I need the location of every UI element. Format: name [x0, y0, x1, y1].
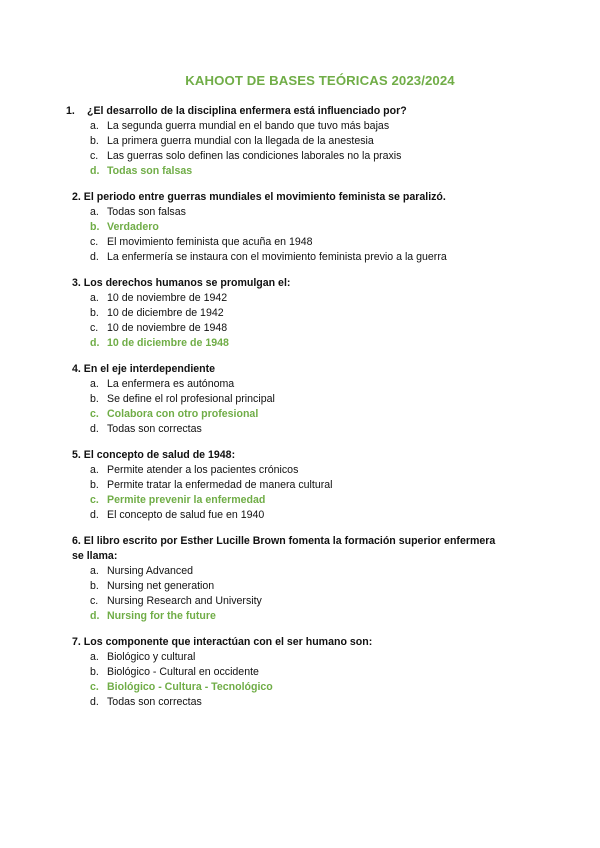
option-a — [0, 291, 600, 306]
question-number: 1. — [66, 105, 75, 117]
option-b — [0, 579, 600, 594]
question-6 — [0, 534, 600, 624]
option-letter: b. — [90, 580, 99, 592]
option-letter: a. — [90, 378, 99, 390]
question-stem — [0, 448, 600, 463]
question-text: El libro escrito por Esther Lucille Brown fomenta la formación superior enfermera se llama: — [72, 535, 496, 562]
option-text: Todas son falsas — [107, 206, 186, 218]
option-letter: c. — [90, 236, 99, 248]
option-letter: c. — [90, 150, 99, 162]
option-list — [0, 564, 600, 624]
option-letter: d. — [90, 610, 100, 622]
option-letter: d. — [90, 165, 100, 177]
option-letter: d. — [90, 696, 99, 708]
option-text: Todas son correctas — [107, 423, 202, 435]
option-text: Se define el rol profesional principal — [107, 393, 275, 405]
option-text: 10 de noviembre de 1942 — [107, 292, 228, 304]
option-text: Biológico - Cultural en occidente — [107, 666, 259, 678]
option-letter: b. — [90, 307, 99, 319]
option-text: Nursing Research and University — [107, 595, 262, 607]
question-text: Los derechos humanos se promulgan el: — [83, 277, 291, 289]
option-c-correct — [0, 680, 600, 695]
question-stem — [0, 635, 600, 650]
question-2 — [0, 190, 600, 265]
option-list — [0, 650, 600, 710]
question-list — [0, 104, 600, 721]
question-text: En el eje interdependiente — [83, 363, 216, 375]
option-d-correct — [0, 336, 600, 351]
option-d — [0, 422, 600, 437]
option-a — [0, 463, 600, 478]
option-letter: a. — [90, 565, 99, 577]
question-4 — [0, 362, 600, 437]
option-a — [0, 564, 600, 579]
question-stem — [0, 276, 600, 291]
option-b-correct — [0, 220, 600, 235]
option-list — [0, 119, 600, 179]
option-list — [0, 463, 600, 523]
option-text: Las guerras solo definen las condiciones laborales no la praxis — [107, 150, 402, 162]
option-letter: d. — [90, 509, 99, 521]
option-letter: a. — [90, 651, 99, 663]
question-text: El periodo entre guerras mundiales el movimiento feminista se paralizó. — [83, 191, 446, 203]
option-letter: c. — [90, 681, 99, 693]
option-text: 10 de diciembre de 1948 — [107, 337, 229, 349]
option-letter: d. — [90, 337, 100, 349]
option-text: 10 de diciembre de 1942 — [107, 307, 224, 319]
option-b — [0, 665, 600, 680]
option-letter: c. — [90, 494, 99, 506]
option-d — [0, 695, 600, 710]
question-1 — [0, 104, 600, 179]
option-letter: a. — [90, 120, 99, 132]
option-text: El movimiento feminista que acuña en 1948 — [107, 236, 313, 248]
option-d-correct — [0, 164, 600, 179]
option-b — [0, 306, 600, 321]
option-text: Biológico y cultural — [107, 651, 196, 663]
option-list — [0, 291, 600, 351]
option-text: Todas son correctas — [107, 696, 202, 708]
option-letter: c. — [90, 595, 99, 607]
option-text: La enfermería se instaura con el movimiento feminista previo a la guerra — [107, 251, 447, 263]
option-text: Verdadero — [107, 221, 159, 233]
option-letter: b. — [90, 221, 100, 233]
question-number: 5. — [72, 449, 81, 461]
option-c — [0, 149, 600, 164]
option-text: Colabora con otro profesional — [107, 408, 259, 420]
option-b — [0, 392, 600, 407]
option-letter: d. — [90, 423, 99, 435]
question-stem — [0, 190, 600, 205]
question-text: El concepto de salud de 1948: — [83, 449, 236, 461]
option-letter: c. — [90, 322, 99, 334]
option-text: La segunda guerra mundial en el bando que tuvo más bajas — [107, 120, 390, 132]
option-text: Nursing for the future — [107, 610, 216, 622]
option-text: Todas son falsas — [107, 165, 193, 177]
option-text: Nursing net generation — [107, 580, 215, 592]
question-number: 6. — [72, 535, 81, 547]
question-stem — [0, 534, 600, 564]
option-c-correct — [0, 407, 600, 422]
option-letter: a. — [90, 464, 99, 476]
option-c — [0, 235, 600, 250]
question-5 — [0, 448, 600, 523]
option-list — [0, 377, 600, 437]
question-stem — [0, 104, 600, 119]
option-a — [0, 650, 600, 665]
option-letter: b. — [90, 666, 99, 678]
document-title: KAHOOT DE BASES TEÓRICAS 2023/2024 — [185, 73, 455, 88]
option-a — [0, 119, 600, 134]
option-text: La primera guerra mundial con la llegada de la anestesia — [107, 135, 374, 147]
option-letter: c. — [90, 408, 99, 420]
option-c — [0, 321, 600, 336]
question-number: 7. — [72, 636, 81, 648]
option-list — [0, 205, 600, 265]
option-letter: a. — [90, 292, 99, 304]
option-a — [0, 205, 600, 220]
option-letter: b. — [90, 135, 99, 147]
option-letter: d. — [90, 251, 99, 263]
question-7 — [0, 635, 600, 710]
option-text: 10 de noviembre de 1948 — [107, 322, 228, 334]
option-d-correct — [0, 609, 600, 624]
question-number: 3. — [72, 277, 81, 289]
option-a — [0, 377, 600, 392]
option-d — [0, 250, 600, 265]
option-b — [0, 478, 600, 493]
option-text: Nursing Advanced — [107, 565, 193, 577]
option-text: Permite tratar la enfermedad de manera cultural — [107, 479, 333, 491]
option-text: Biológico - Cultura - Tecnológico — [107, 681, 273, 693]
question-text: Los componente que interactúan con el ser humano son: — [83, 636, 373, 648]
question-stem — [0, 362, 600, 377]
option-c-correct — [0, 493, 600, 508]
option-letter: b. — [90, 393, 99, 405]
question-text: ¿El desarrollo de la disciplina enfermera está influenciado por? — [87, 105, 407, 117]
question-3 — [0, 276, 600, 351]
option-b — [0, 134, 600, 149]
option-c — [0, 594, 600, 609]
option-d — [0, 508, 600, 523]
question-number: 4. — [72, 363, 81, 375]
option-text: Permite atender a los pacientes crónicos — [107, 464, 299, 476]
question-number: 2. — [72, 191, 81, 203]
option-letter: b. — [90, 479, 99, 491]
option-text: Permite prevenir la enfermedad — [107, 494, 266, 506]
option-text: El concepto de salud fue en 1940 — [107, 509, 265, 521]
option-letter: a. — [90, 206, 99, 218]
option-text: La enfermera es autónoma — [107, 378, 235, 390]
